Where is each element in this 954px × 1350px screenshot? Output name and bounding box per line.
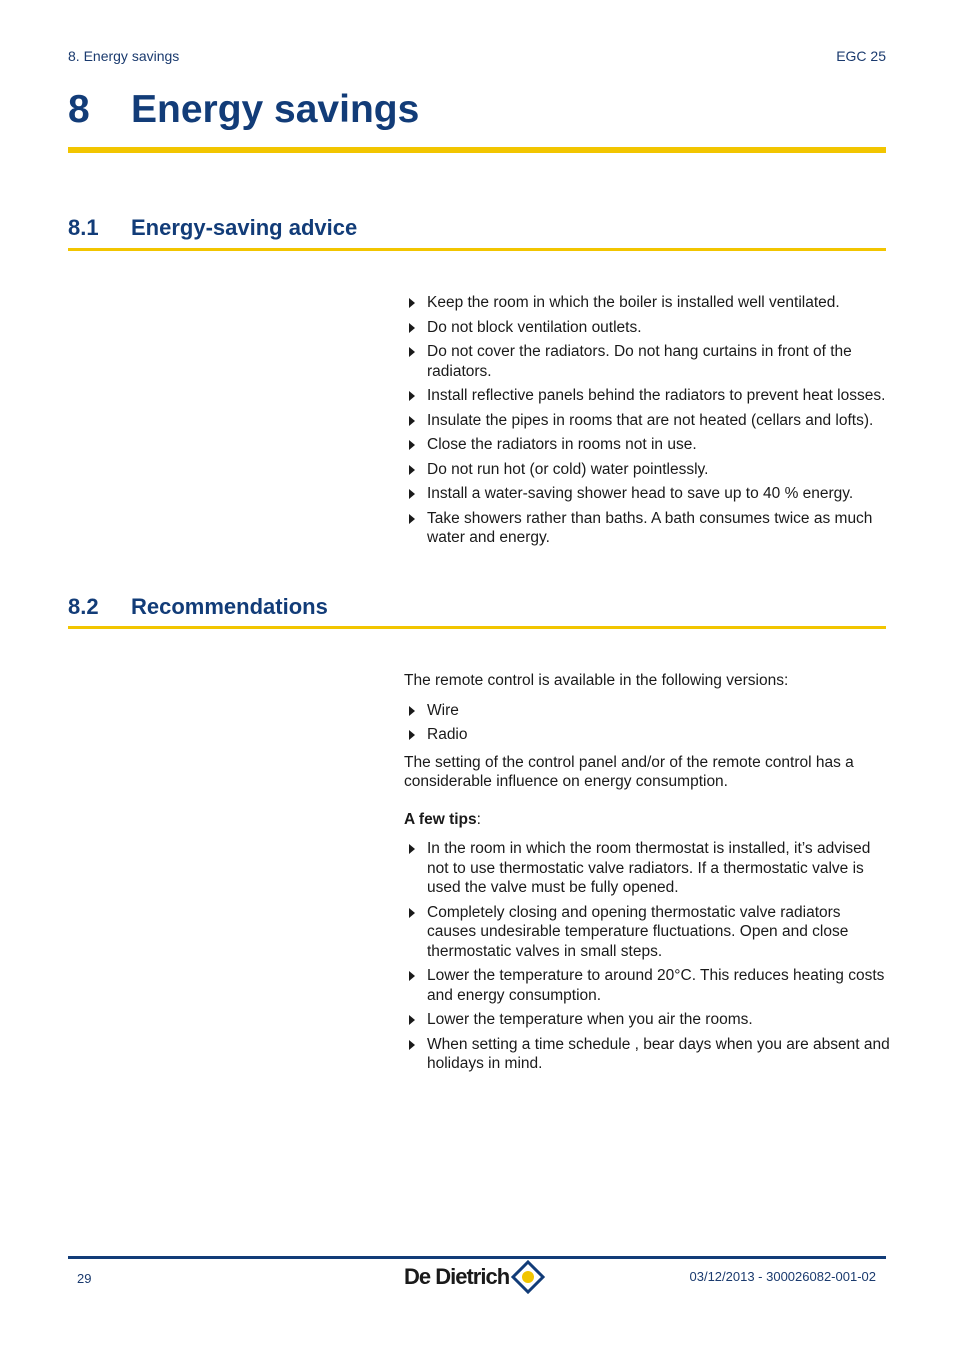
list-item: Do not run hot (or cold) water pointlessly. [404,460,890,480]
list-item: Radio [404,725,890,745]
bullet-arrow-icon [409,391,415,401]
tips-label-bold: A few tips [404,810,477,828]
bullet-arrow-icon [409,440,415,450]
section-rule [68,248,886,251]
list-item: Lower the temperature to around 20°C. This reduces heating costs and energy consumption. [404,966,890,1005]
tips-label-colon: : [476,810,481,828]
list-item: When setting a time schedule , bear days when you are absent and holidays in mind. [404,1035,890,1074]
chapter-number: 8 [68,88,90,131]
recommendations-content [404,671,890,1079]
list-item: Keep the room in which the boiler is installed well ventilated. [404,293,890,313]
bullet-arrow-icon [409,298,415,308]
list-item: Completely closing and opening thermostatic valve radiators causes undesirable temperature fluctuations. Open and close thermostatic valves in small steps. [404,903,890,962]
section-rule [68,626,886,629]
bullet-arrow-icon [409,514,415,524]
chapter-rule [68,147,886,153]
footer-rule [68,1256,886,1259]
section-heading-8-2 [68,594,328,620]
list-item: Do not block ventilation outlets. [404,318,890,338]
setting-paragraph: The setting of the control panel and/or of the remote control has a considerable influence on energy consumption. [404,753,854,790]
list-item: Wire [404,701,890,721]
versions-list [404,701,890,745]
chapter-heading [68,88,419,132]
brand-logo [404,1260,545,1294]
list-item: Install reflective panels behind the radiators to prevent heat losses. [404,386,890,406]
bullet-arrow-icon [409,844,415,854]
bullet-arrow-icon [409,416,415,426]
chapter-title: Energy savings [131,88,420,131]
section-heading-8-1 [68,215,357,241]
bullet-arrow-icon [409,908,415,918]
list-item: Insulate the pipes in rooms that are not heated (cellars and lofts). [404,411,890,431]
bullet-arrow-icon [409,347,415,357]
bullet-arrow-icon [409,1040,415,1050]
brand-logo-text: De Dietrich [404,1264,510,1289]
running-header-model: EGC 25 [836,48,886,64]
bullet-arrow-icon [409,489,415,499]
tips-label [404,810,890,830]
tips-list [404,839,890,1074]
energy-advice-content [404,293,890,553]
list-item: Take showers rather than baths. A bath consumes twice as much water and energy. [404,509,890,548]
section-title: Recommendations [131,594,328,619]
page-number: 29 [77,1271,92,1286]
list-item: In the room in which the room thermostat is installed, it’s advised not to use thermostatic valve radiators. If a thermostatic valve is used the valve must be fully opened. [404,839,890,898]
intro-paragraph: The remote control is available in the following versions: [404,672,789,689]
bullet-arrow-icon [409,971,415,981]
bullet-arrow-icon [409,706,415,716]
section-title: Energy-saving advice [131,215,358,240]
running-header-section: 8. Energy savings [68,48,180,64]
diamond-logo-icon [511,1260,545,1294]
list-item: Lower the temperature when you air the rooms. [404,1010,890,1030]
document-reference: 03/12/2013 - 300026082-001-02 [689,1269,876,1284]
section-number: 8.1 [68,215,99,240]
bullet-arrow-icon [409,1015,415,1025]
bullet-arrow-icon [409,323,415,333]
energy-advice-list [404,293,890,548]
list-item: Close the radiators in rooms not in use. [404,435,890,455]
bullet-arrow-icon [409,465,415,475]
list-item: Do not cover the radiators. Do not hang curtains in front of the radiators. [404,342,890,381]
section-number: 8.2 [68,594,99,619]
list-item: Install a water-saving shower head to save up to 40 % energy. [404,484,890,504]
bullet-arrow-icon [409,730,415,740]
